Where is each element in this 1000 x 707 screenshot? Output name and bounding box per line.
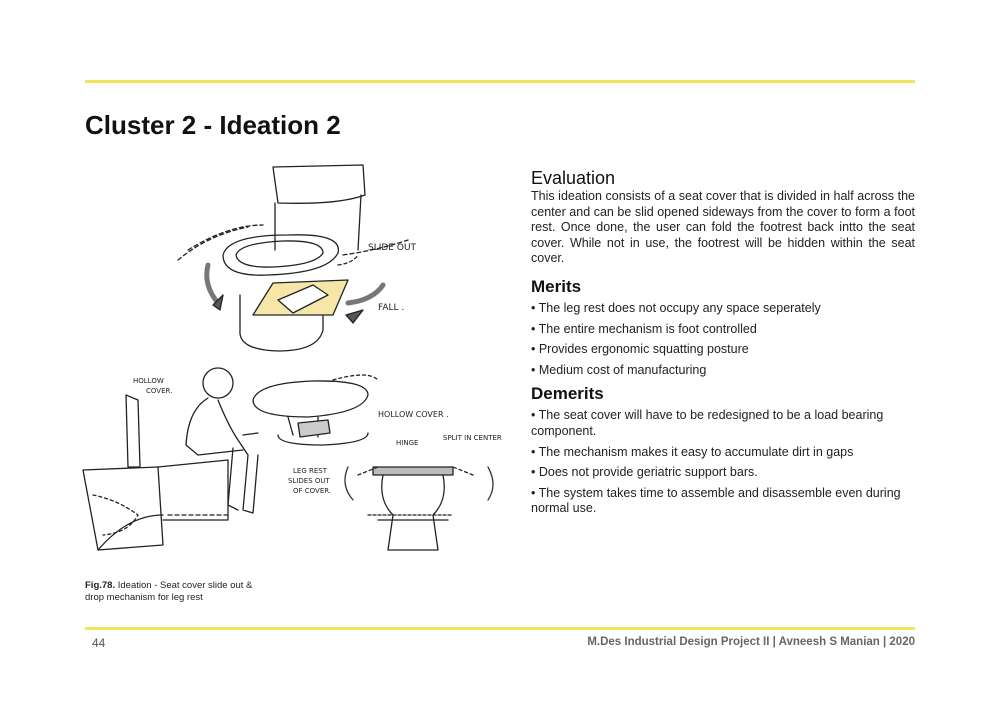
label-slide-out: SLIDE OUT — [368, 243, 417, 253]
figure-caption-text: Ideation - Seat cover slide out & drop mechanism for leg rest — [85, 580, 253, 603]
label-hollow-cover: HOLLOW COVER . — [378, 410, 449, 419]
merit-item: • The leg rest does not occupy any space seperately — [531, 300, 821, 315]
figure-head — [203, 368, 233, 398]
page-title: Cluster 2 - Ideation 2 — [85, 110, 341, 140]
evaluation-paragraph: This ideation consists of a seat cover that is divided in half across the center and can be slid opened sideways from the cover to form a foot rest. Once done, the user can fold the footrest back intto the seat cover. While not in use, the footrest will be hidden within the seat cover. — [531, 189, 915, 266]
demerit-item: • Does not provide geriatric support bars. — [531, 465, 758, 480]
merit-item: • The entire mechanism is foot controlled — [531, 321, 757, 336]
top-rule — [85, 80, 915, 83]
figure-caption — [85, 580, 265, 604]
tank-sketch — [273, 165, 365, 203]
label-fall: FALL . — [378, 303, 405, 313]
label-split: SPLIT IN CENTER — [443, 434, 502, 442]
demerits-list — [531, 408, 915, 517]
label-legrest-3: OF COVER. — [293, 487, 332, 495]
demerit-item: • The mechanism makes it easy to accumulate dirt in gaps — [531, 444, 854, 459]
label-legrest-2: SLIDES OUT — [288, 477, 330, 485]
text-column — [531, 168, 915, 523]
hollow-cover-sketch — [253, 381, 368, 417]
label-cover-left: COVER. — [146, 387, 173, 395]
page-number: 44 — [92, 636, 106, 650]
side-toilet-sketch — [83, 467, 163, 550]
demerit-item: • The system takes time to assemble and disassemble even during normal use. — [531, 485, 901, 516]
merits-heading: Merits — [531, 276, 582, 296]
demerit-item: • The seat cover will have to be redesigned to be a load bearing component. — [531, 408, 884, 438]
figure-number: Fig.78. — [85, 580, 116, 591]
label-hollow-left: HOLLOW — [133, 377, 164, 385]
bottom-rule — [85, 627, 915, 630]
rotate-arrow-icon — [207, 265, 218, 303]
evaluation-heading: Evaluation — [531, 168, 616, 188]
merit-item: • Provides ergonomic squatting posture — [531, 342, 749, 357]
label-legrest-1: LEG REST — [293, 467, 327, 475]
demerits-heading: Demerits — [531, 384, 604, 404]
ideation-sketch — [78, 155, 528, 560]
footer-credit: M.Des Industrial Design Project II | Avneesh S Manian | 2020 — [587, 636, 915, 648]
label-hinge: HINGE — [396, 439, 419, 447]
merits-list — [531, 301, 915, 378]
front-seat-sketch — [373, 467, 453, 475]
merit-item: • Medium cost of manufacturing — [531, 362, 707, 377]
